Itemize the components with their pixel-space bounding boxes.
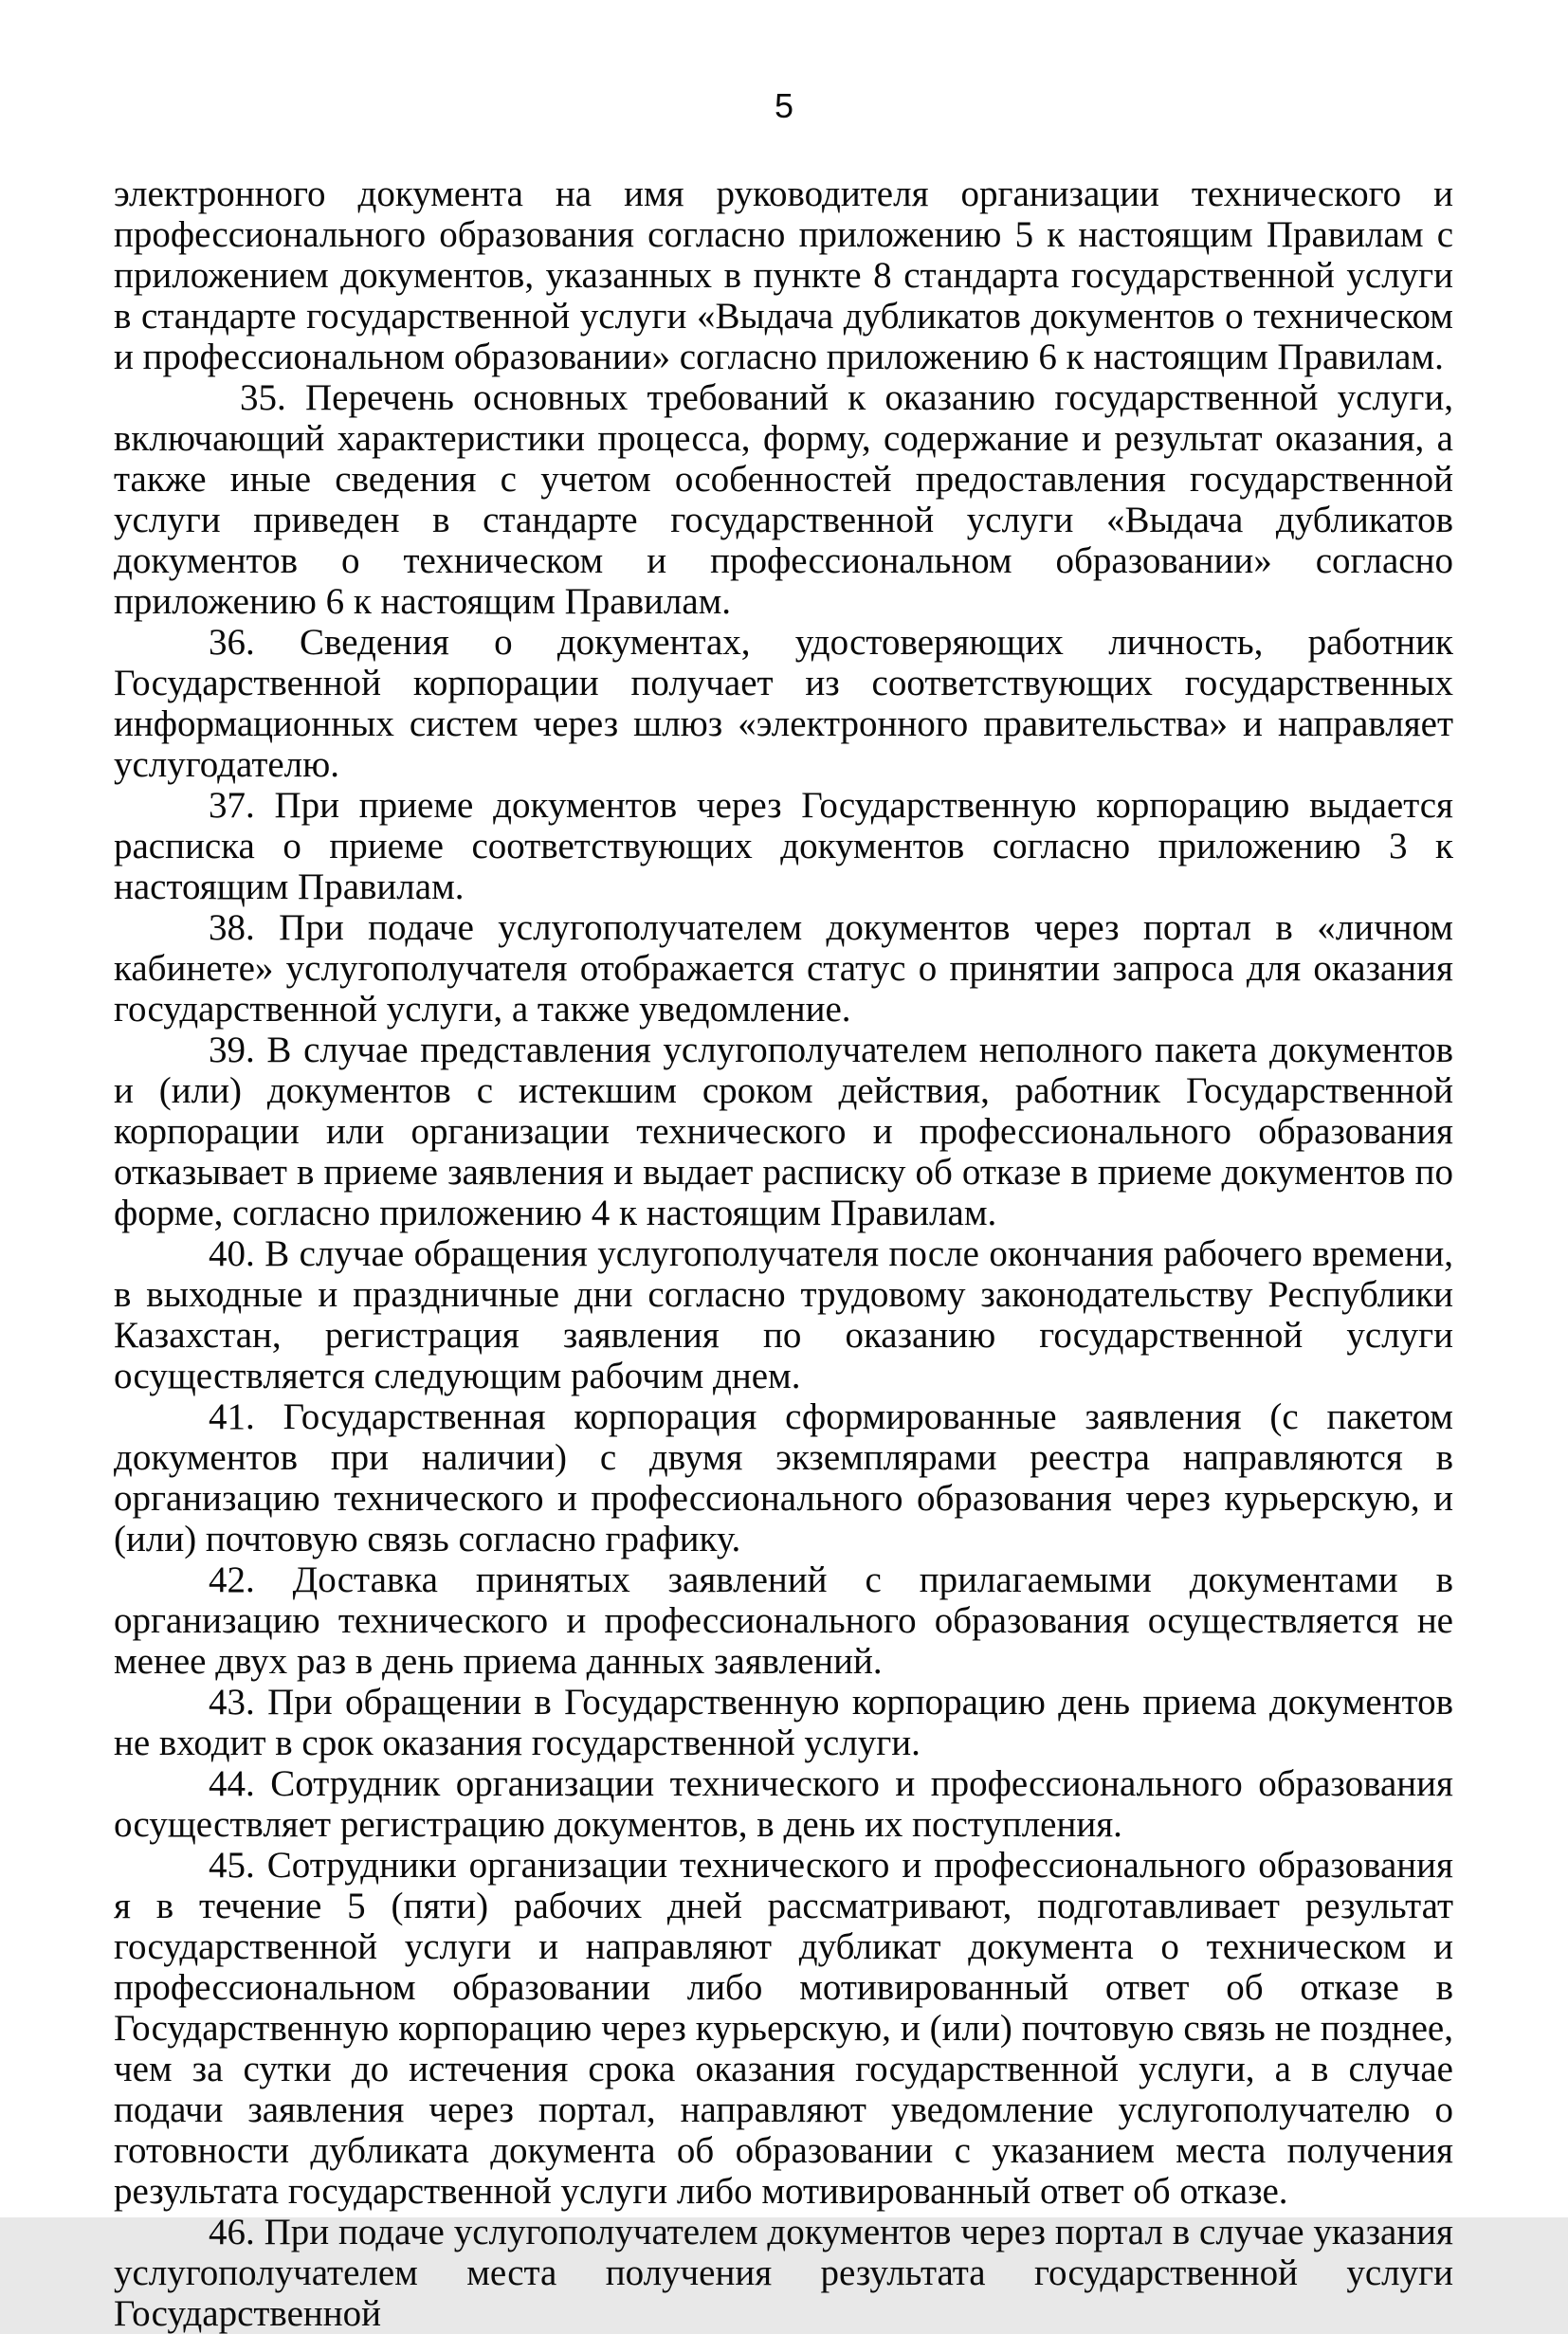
paragraph-43: 43. При обращении в Государственную корпорацию день приема документов не входит в срок оказания государственной услуги. — [114, 1682, 1453, 1763]
paragraph-continuation: электронного документа на имя руководителя организации технического и профессионального образования согласно приложению 5 к настоящим Правилам с приложением документов, указанных в пункте 8 стандарта государственной услуги в стандарте государственной услуги «Выдача дубликатов документов о техническом и профессиональном образовании» согласно приложению 6 к настоящим Правилам. — [114, 173, 1453, 377]
paragraph-35: 35. Перечень основных требований к оказанию государственной услуги, включающий характеристики процесса, форму, содержание и результат оказания, а также иные сведения с учетом особенностей предоставления государственной услуги приведен в стандарте государственной услуги «Выдача дубликатов документов о техническом и профессиональном образовании» согласно приложению 6 к настоящим Правилам. — [114, 377, 1453, 622]
paragraph-36: 36. Сведения о документах, удостоверяющих личность, работник Государственной корпорации получает из соответствующих государственных информационных систем через шлюз «электронного правительства» и направляет услугодателю. — [114, 622, 1453, 785]
paragraph-42: 42. Доставка принятых заявлений с прилагаемыми документами в организацию технического и профессионального образования осуществляется не менее двух раз в день приема данных заявлений. — [114, 1559, 1453, 1682]
paragraph-38: 38. При подаче услугополучателем документов через портал в «личном кабинете» услугополучателя отображается статус о принятии запроса для оказания государственной услуги, а также уведомление. — [114, 907, 1453, 1030]
paragraph-45: 45. Сотрудники организации технического и профессионального образования я в течение 5 (пяти) рабочих дней рассматривают, подготавливает результат государственной услуги и направляют дубликат документа о техническом и профессиональном образовании либо мотивированный ответ об отказе в Государственную корпорацию через курьерскую, и (или) почтовую связь не позднее, чем за сутки до истечения срока оказания государственной услуги, а в случае подачи заявления через портал, направляют уведомление услугополучателю о готовности дубликата документа об образовании с указанием места получения результата государственной услуги либо мотивированный ответ об отказе. — [114, 1845, 1453, 2212]
paragraph-39: 39. В случае представления услугополучателем неполного пакета документов и (или) документов с истекшим сроком действия, работник Государственной корпорации или организации технического и профессионального образования отказывает в приеме заявления и выдает расписку об отказе в приеме документов по форме, согласно приложению 4 к настоящим Правилам. — [114, 1030, 1453, 1233]
paragraph-40: 40. В случае обращения услугополучателя после окончания рабочего времени, в выходные и праздничные дни согласно трудовому законодательству Республики Казахстан, регистрация заявления по оказанию государственной услуги осуществляется следующим рабочим днем. — [114, 1233, 1453, 1396]
paragraph-41: 41. Государственная корпорация сформированные заявления (с пакетом документов при наличии) с двумя экземплярами реестра направляются в организацию технического и профессионального образования через курьерскую, и (или) почтовую связь согласно графику. — [114, 1396, 1453, 1559]
document-body — [114, 173, 1453, 2334]
paragraph-46: 46. При подаче услугополучателем документов через портал в случае указания услугополучателем места получения результата государственной услуги Государственной — [114, 2212, 1453, 2334]
paragraph-44: 44. Сотрудник организации технического и профессионального образования осуществляет регистрацию документов, в день их поступления. — [114, 1763, 1453, 1845]
paragraph-37: 37. При приеме документов через Государственную корпорацию выдается расписка о приеме соответствующих документов согласно приложению 3 к настоящим Правилам. — [114, 785, 1453, 907]
page-number: 5 — [774, 86, 794, 125]
